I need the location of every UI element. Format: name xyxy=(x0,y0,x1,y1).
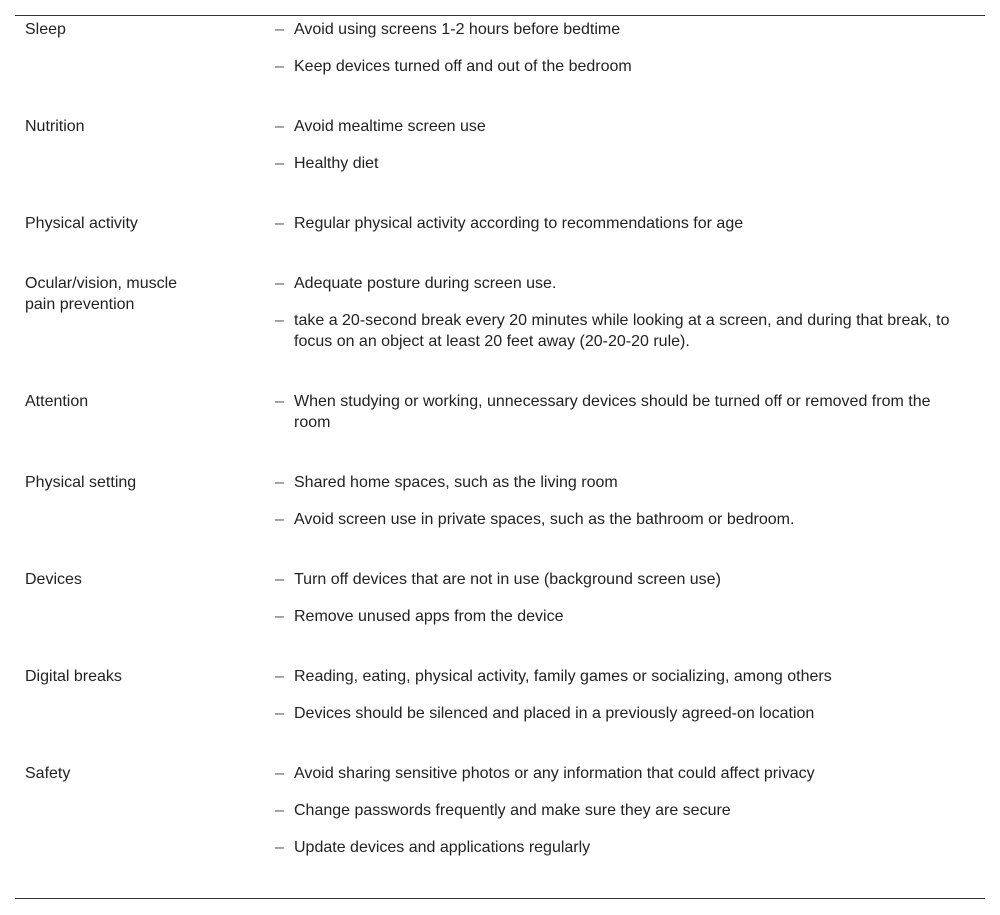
dash-bullet: – xyxy=(275,571,284,588)
recommendation-text: Avoid sharing sensitive photos or any information that could affect privacy xyxy=(294,765,815,782)
list-item xyxy=(265,569,955,590)
category-label: Attention xyxy=(25,393,89,410)
table-row xyxy=(15,19,985,77)
recommendation-text: Avoid screen use in private spaces, such as the bathroom or bedroom. xyxy=(294,511,795,528)
recommendation-list xyxy=(265,116,985,174)
list-item xyxy=(265,606,955,627)
list-item xyxy=(265,56,955,77)
recommendation-list xyxy=(265,273,985,352)
list-item xyxy=(265,837,955,858)
recommendation-text: take a 20-second break every 20 minutes while looking at a screen, and during that break, to focus on an object at least 20 feet away (20-20-20 rule). xyxy=(294,312,950,350)
dash-bullet: – xyxy=(275,802,284,819)
table-row xyxy=(15,472,985,530)
dash-bullet: – xyxy=(275,215,284,232)
recommendation-text: Reading, eating, physical activity, family games or socializing, among others xyxy=(294,668,832,685)
recommendation-text: Turn off devices that are not in use (background screen use) xyxy=(294,571,721,588)
recommendation-list xyxy=(265,391,985,433)
table-row xyxy=(15,273,985,352)
table-row xyxy=(15,569,985,627)
dash-bullet: – xyxy=(275,705,284,722)
recommendation-text: Regular physical activity according to recommendations for age xyxy=(294,215,744,232)
recommendation-list xyxy=(265,19,985,77)
recommendation-list xyxy=(265,213,985,234)
recommendation-text: Healthy diet xyxy=(294,155,379,172)
dash-bullet: – xyxy=(275,58,284,75)
category-label: Digital breaks xyxy=(25,668,122,685)
list-item xyxy=(265,703,955,724)
recommendation-list xyxy=(265,472,985,530)
category-label: Nutrition xyxy=(25,118,85,135)
recommendation-text: Remove unused apps from the device xyxy=(294,608,564,625)
recommendation-list xyxy=(265,569,985,627)
list-item xyxy=(265,153,955,174)
dash-bullet: – xyxy=(275,765,284,782)
dash-bullet: – xyxy=(275,312,284,329)
recommendation-list xyxy=(265,763,985,858)
dash-bullet: – xyxy=(275,608,284,625)
recommendations-table xyxy=(15,15,985,899)
list-item xyxy=(265,213,955,234)
recommendation-text: Devices should be silenced and placed in a previously agreed-on location xyxy=(294,705,815,722)
category-label: Safety xyxy=(25,765,71,782)
recommendation-text: Change passwords frequently and make sure they are secure xyxy=(294,802,731,819)
dash-bullet: – xyxy=(275,511,284,528)
table-row xyxy=(15,391,985,433)
category-label: Devices xyxy=(25,571,82,588)
table-row xyxy=(15,116,985,174)
table-row xyxy=(15,213,985,234)
dash-bullet: – xyxy=(275,839,284,856)
category-label: Physical activity xyxy=(25,215,138,232)
dash-bullet: – xyxy=(275,474,284,491)
table-row xyxy=(15,763,985,858)
list-item xyxy=(265,763,955,784)
dash-bullet: – xyxy=(275,118,284,135)
category-label: Sleep xyxy=(25,21,66,38)
recommendation-text: When studying or working, unnecessary devices should be turned off or removed from the room xyxy=(294,393,931,431)
list-item xyxy=(265,273,955,294)
dash-bullet: – xyxy=(275,155,284,172)
list-item xyxy=(265,19,955,40)
dash-bullet: – xyxy=(275,393,284,410)
recommendation-text: Update devices and applications regularly xyxy=(294,839,591,856)
dash-bullet: – xyxy=(275,21,284,38)
recommendation-text: Avoid using screens 1-2 hours before bedtime xyxy=(294,21,621,38)
table-row xyxy=(15,666,985,724)
dash-bullet: – xyxy=(275,275,284,292)
category-label: Ocular/vision, muscle pain prevention xyxy=(25,275,178,313)
list-item xyxy=(265,391,955,433)
category-label: Physical setting xyxy=(25,474,137,491)
list-item xyxy=(265,800,955,821)
list-item xyxy=(265,509,955,530)
recommendation-text: Avoid mealtime screen use xyxy=(294,118,486,135)
recommendation-text: Keep devices turned off and out of the bedroom xyxy=(294,58,632,75)
recommendation-text: Shared home spaces, such as the living room xyxy=(294,474,618,491)
list-item xyxy=(265,666,955,687)
list-item xyxy=(265,310,955,352)
list-item xyxy=(265,116,955,137)
list-item xyxy=(265,472,955,493)
recommendation-text: Adequate posture during screen use. xyxy=(294,275,557,292)
recommendation-list xyxy=(265,666,985,724)
dash-bullet: – xyxy=(275,668,284,685)
